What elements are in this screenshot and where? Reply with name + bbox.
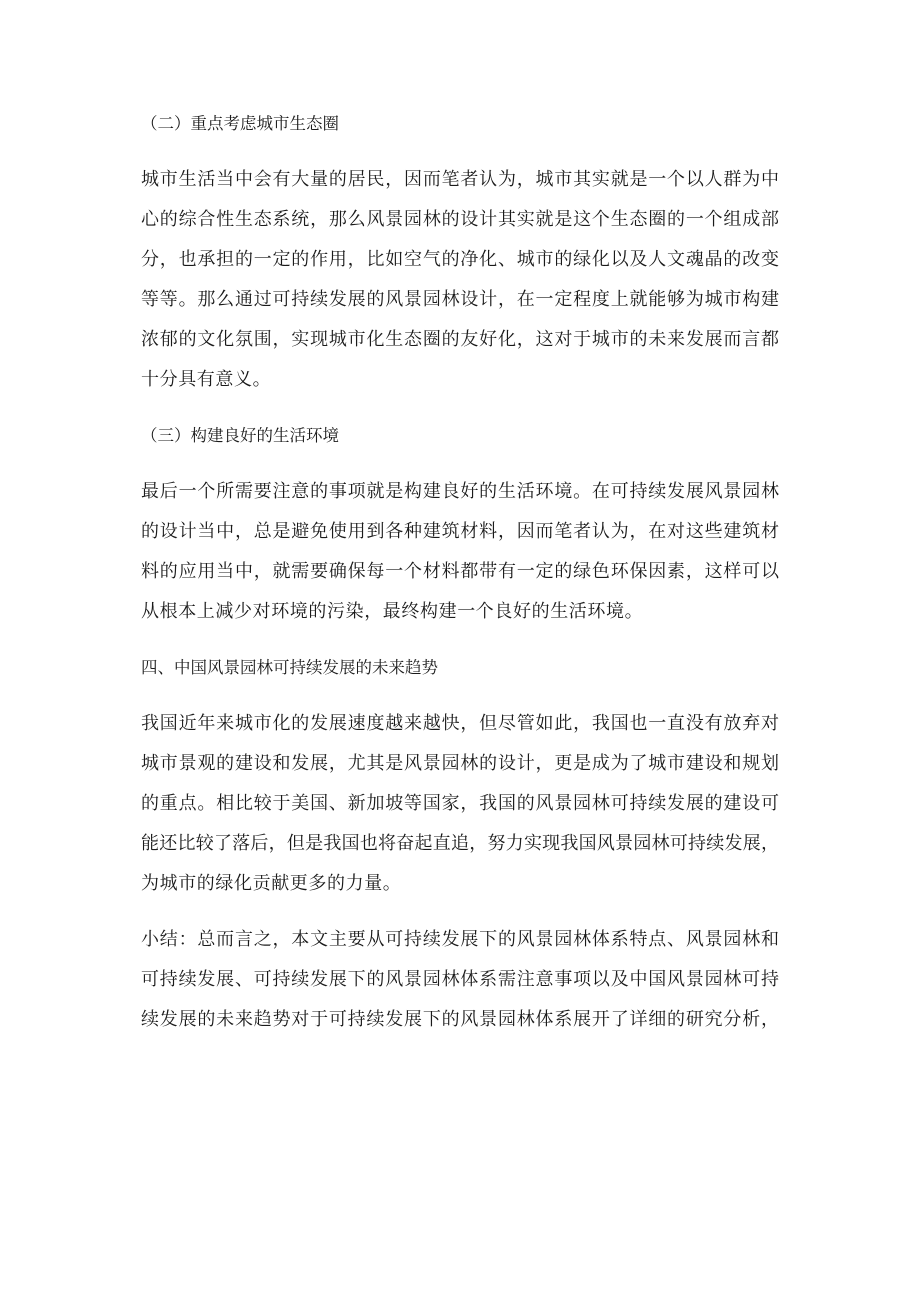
text-line: 我国近年来城市化的发展速度越来越快，但尽管如此，我国也一直没有放弃对	[141, 713, 779, 734]
paragraph-summary	[141, 920, 779, 1040]
text-line: 浓郁的文化氛围，实现城市化生态圈的友好化，这对于城市的未来发展而言都	[141, 329, 779, 350]
text-line: 能还比较了落后，但是我国也将奋起直追，努力实现我国风景园林可持续发展，	[141, 833, 779, 854]
text-line: 料的应用当中，就需要确保每一个材料都带有一定的绿色环保因素，这样可以	[141, 561, 779, 582]
section-heading-2: （二）重点考虑城市生态圈	[141, 114, 339, 133]
text-line: 分，也承担的一定的作用，比如空气的净化、城市的绿化以及人文魂晶的改变	[141, 249, 779, 270]
text-line: 等等。那么通过可持续发展的风景园林设计，在一定程度上就能够为城市构建	[141, 289, 779, 310]
section-heading-4: 四、中国风景园林可持续发展的未来趋势	[141, 658, 438, 677]
section-heading-3: （三）构建良好的生活环境	[141, 426, 339, 445]
text-line: 可持续发展、可持续发展下的风景园林体系需注意事项以及中国风景园林可持	[141, 969, 779, 990]
paragraph-urban-ecosystem	[141, 160, 779, 400]
text-line: 从根本上减少对环境的污染，最终构建一个良好的生活环境。	[141, 601, 644, 622]
text-line: 的重点。相比较于美国、新加坡等国家，我国的风景园林可持续发展的建设可	[141, 793, 779, 814]
document-page	[141, 104, 779, 1056]
text-line: 的设计当中，总是避免使用到各种建筑材料，因而笔者认为，在对这些建筑材	[141, 521, 779, 542]
paragraph-living-environment	[141, 472, 779, 632]
paragraph-future-trends	[141, 704, 779, 904]
text-line: 心的综合性生态系统，那么风景园林的设计其实就是这个生态圈的一个组成部	[141, 209, 779, 230]
text-line: 小结：总而言之，本文主要从可持续发展下的风景园林体系特点、风景园林和	[141, 929, 779, 950]
text-line: 十分具有意义。	[141, 369, 272, 390]
text-line: 城市生活当中会有大量的居民，因而笔者认为，城市其实就是一个以人群为中	[141, 169, 779, 190]
text-line: 城市景观的建设和发展，尤其是风景园林的设计，更是成为了城市建设和规划	[141, 753, 779, 774]
text-line: 最后一个所需要注意的事项就是构建良好的生活环境。在可持续发展风景园林	[141, 481, 779, 502]
text-line: 续发展的未来趋势对于可持续发展下的风景园林体系展开了详细的研究分析，	[141, 1009, 779, 1030]
text-line: 为城市的绿化贡献更多的力量。	[141, 873, 402, 894]
